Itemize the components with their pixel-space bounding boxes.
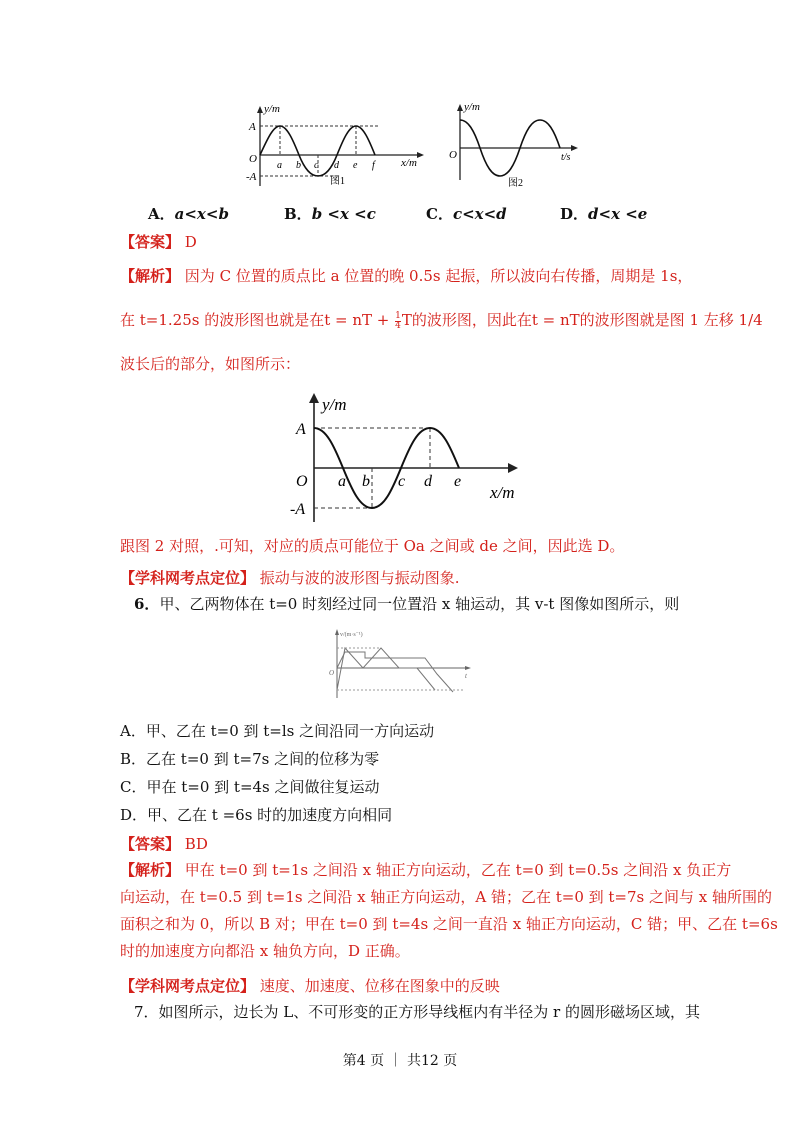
q6-analysis-line-3: 面积之和为 0，所以 B 对；甲在 t=0 到 t=4s 之间一直沿 x 轴正方向运动，C 错；甲、乙在 t=6s (120, 915, 778, 933)
q5-analysis-line-1 (120, 266, 692, 286)
q5-analysis-text-1: 因为 C 位置的质点比 a 位置的晚 0.5s 起振，所以波向右传播，周期是 1s， (184, 267, 693, 285)
fig3-xlabel: x/m (490, 483, 515, 502)
fig3-negA-label: -A (290, 501, 306, 518)
fig3-ylabel: y/m (322, 395, 347, 414)
q5-location-line (120, 568, 460, 588)
q6-option-b: B．乙在 t=0 到 t=7s 之间的位移为零 (120, 750, 380, 768)
fig1-caption: 图1 (330, 176, 345, 187)
q5-analysis-line-2 (120, 310, 763, 331)
q6-option-d: D．甲、乙在 t =6s 时的加速度方向相同 (120, 806, 393, 824)
fig2-ylabel: y/m (464, 101, 480, 113)
fig1-negA-label: -A (246, 171, 257, 183)
q5-option-a-text: a<x<b (174, 205, 229, 223)
q5-answer-value: D (184, 233, 197, 251)
q5-answer-label: 【答案】 (120, 233, 181, 251)
q5-option-c (426, 203, 507, 224)
q6-answer-label: 【答案】 (120, 835, 181, 853)
q5-location-text: 振动与波的波形图与振动图象. (259, 569, 460, 587)
q5-option-d-letter: D． (560, 205, 589, 223)
q6-ylabel: v/(m·s⁻¹) (340, 632, 363, 638)
fig1-y-arrow (257, 106, 263, 113)
fig1-tick-b: b (296, 160, 301, 171)
q5-option-b-text: b <x <c (311, 205, 376, 223)
q6-analysis-line-4: 时的加速度方向都沿 x 轴负方向，D 正确。 (120, 942, 410, 960)
q5-analysis-text-2b: T的波形图，因此在t = nT的波形图就是图 1 左移 1/4 (401, 311, 763, 329)
fig3-tick-c: c (398, 473, 406, 490)
q6-xlabel: t (465, 672, 467, 680)
q5-option-b-letter: B． (284, 205, 312, 223)
fig1-tick-c: c (314, 160, 319, 171)
q6-answer-line (120, 834, 208, 854)
q6-v-arrow (335, 629, 339, 635)
fig1-tick-a: a (277, 160, 282, 171)
q6-stem-line (134, 594, 679, 614)
q6-location-label: 【学科网考点定位】 (120, 977, 256, 995)
q5-option-b (284, 203, 376, 224)
q5-analysis-line-3: 波长后的部分，如图所示： (120, 355, 301, 373)
fig1-x-arrow (417, 152, 424, 158)
q6-stem: 甲、乙两物体在 t=0 时刻经过同一位置沿 x 轴运动，其 v-t 图像如图所示，则 (159, 595, 680, 613)
q5-option-d-text: d<x <e (588, 205, 648, 223)
fig1-ylabel: y/m (264, 103, 280, 115)
fig2-y-arrow (457, 104, 463, 111)
q5-analysis-text-2a: 在 t=1.25s 的波形图也就是在t = nT + (120, 311, 395, 329)
fig1-tick-d: d (334, 160, 339, 171)
fig2-caption: 图2 (508, 178, 523, 188)
q6-analysis-line-1 (120, 860, 731, 880)
fig1-xlabel: x/m (401, 157, 417, 169)
fig3-tick-e: e (454, 473, 462, 490)
q5-option-a-letter: A． (148, 205, 175, 223)
fig1-A-label: A (249, 121, 256, 133)
q6-location-text: 速度、加速度、位移在图象中的反映 (259, 977, 500, 995)
q5-analysis-label: 【解析】 (120, 267, 181, 285)
q6-option-c: C．甲在 t=0 到 t=4s 之间做往复运动 (120, 778, 380, 796)
fig2-t-arrow (571, 145, 578, 151)
figure-3-shifted-wave (266, 386, 536, 526)
q5-option-c-letter: C． (426, 205, 453, 223)
q6-line-jia (337, 648, 435, 690)
q5-answer-line (120, 232, 197, 252)
q6-t-arrow (465, 666, 471, 670)
figure-2-vibration-graph (446, 100, 586, 188)
q6-answer-value: BD (184, 835, 208, 853)
fig3-tick-b: b (362, 473, 370, 490)
q5-option-d (560, 203, 647, 224)
fig3-y-arrow (309, 393, 319, 403)
q5-fraction-denominator: 4 (395, 320, 401, 331)
q6-analysis-label: 【解析】 (120, 861, 181, 879)
page-footer: 第4 页 ｜ 共12 页 (342, 1053, 458, 1069)
q6-origin-label: O (329, 669, 335, 677)
q5-conclusion: 跟图 2 对照，.可知，对应的质点可能位于 Oa 之间或 de 之间，因此选 D。 (120, 537, 625, 555)
q6-location-line (120, 976, 500, 996)
q5-option-c-text: c<x<d (452, 205, 507, 223)
q6-number: 6． (134, 595, 160, 613)
q6-analysis-text-1: 甲在 t=0 到 t=1s 之间沿 x 轴正方向运动，乙在 t=0 到 t=0.5s 之间沿 x 负正方 (184, 861, 732, 879)
q5-option-a (148, 203, 229, 224)
fig1-tick-f: f (372, 160, 375, 171)
q6-analysis-line-2: 向运动，在 t=0.5 到 t=1s 之间沿 x 轴正方向运动，A 错；乙在 t=0 到 t=7s 之间与 x 轴所围的 (120, 888, 773, 906)
fig2-xlabel: t/s (561, 152, 571, 163)
q6-option-a: A．甲、乙在 t=0 到 t=ls 之间沿同一方向运动 (120, 722, 435, 740)
figure-1-wave-graph (238, 100, 438, 188)
q5-analysis-fraction (395, 312, 401, 331)
q5-fraction-numerator: 1 (395, 310, 401, 321)
fig3-A-label: A (296, 421, 306, 438)
fig3-x-arrow (508, 463, 518, 473)
fig3-origin-label: O (296, 473, 308, 490)
fig1-origin-label: O (249, 153, 257, 165)
q5-location-label: 【学科网考点定位】 (120, 569, 256, 587)
fig3-tick-a: a (338, 473, 346, 490)
q6-vt-graph (325, 628, 475, 700)
q7-stem: 7．如图所示，边长为 L、不可形变的正方形导线框内有半径为 r 的圆形磁场区域，其 (134, 1003, 700, 1021)
fig2-origin-label: O (449, 149, 457, 161)
fig1-tick-e: e (353, 160, 358, 171)
fig3-tick-d: d (424, 473, 432, 490)
